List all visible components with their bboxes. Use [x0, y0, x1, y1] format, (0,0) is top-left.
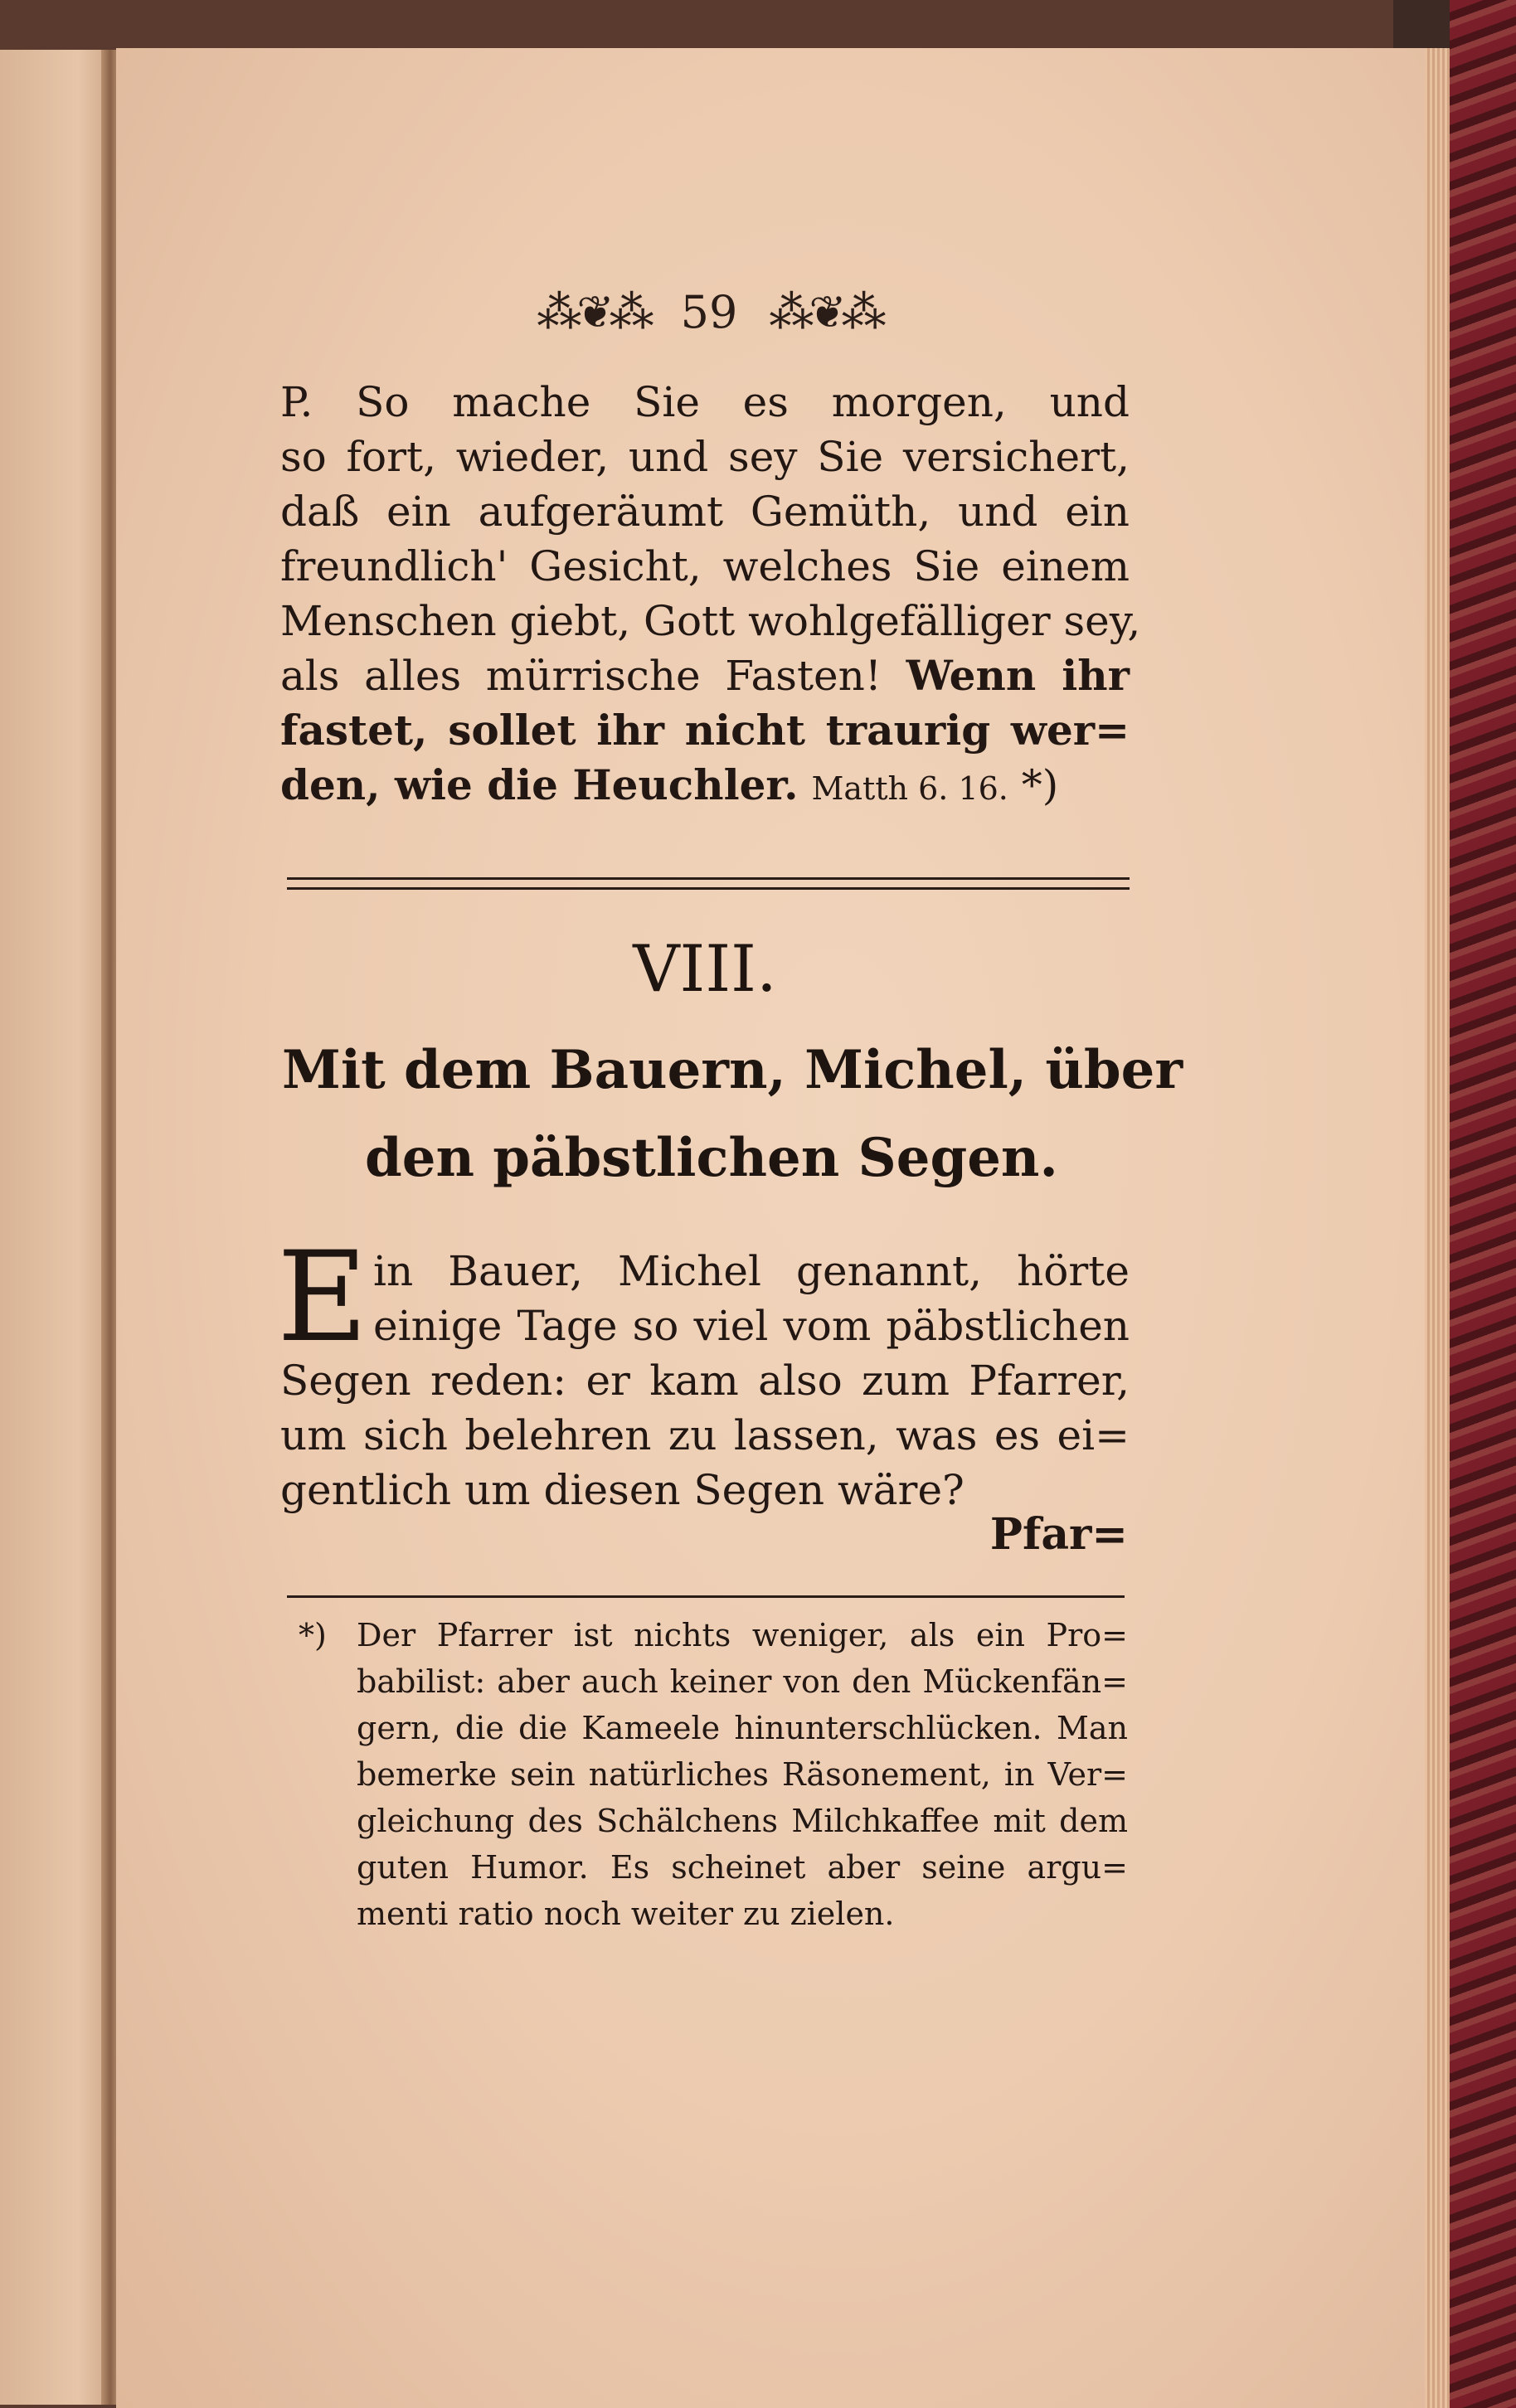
chapter-title [282, 1027, 1183, 1202]
catchword: Pfar= [989, 1509, 1128, 1560]
section-divider-bottom [287, 887, 1130, 890]
text-line [280, 758, 1130, 816]
left-page-edge [0, 50, 112, 2405]
dialogue-paragraph [280, 375, 1141, 816]
footnote [299, 1612, 1128, 1937]
footnote-line: gleichung des Schälchens Milchkaffee mit dem [357, 1803, 1128, 1839]
scripture-reference: Matth 6. 16. [811, 770, 1008, 807]
footnote-body [357, 1612, 1128, 1937]
text-line: gentlich um diesen Segen wäre? [280, 1466, 965, 1514]
footnote-reference: *) [1021, 761, 1059, 809]
text-line: so fort, wieder, und sey Sie versichert, [280, 433, 1130, 481]
text-line: Segen reden: er kam also zum Pfarrer, [280, 1357, 1130, 1405]
footnote-line: menti ratio noch weiter zu zielen. [357, 1896, 895, 1932]
text-line: P. So mache Sie es morgen, und [280, 378, 1130, 426]
footnote-marker: *) [299, 1617, 327, 1653]
body-paragraph-indent [373, 1299, 1130, 1353]
footnote-line: babilist: aber auch keiner von den Mückenfän= [357, 1663, 1128, 1700]
chapter-number: VIII. [633, 932, 777, 1007]
scripture-quote: Wenn ihr [906, 651, 1130, 700]
footnote-line: guten Humor. Es scheinet aber seine argu= [357, 1849, 1128, 1886]
body-paragraph [280, 1353, 1130, 1517]
scripture-quote: fastet, sollet ihr nicht traurig wer= [280, 706, 1130, 755]
scripture-quote: den, wie die Heuchler. [280, 760, 799, 809]
footnote-rule [287, 1595, 1125, 1598]
text-line: Menschen giebt, Gott wohlgefälliger sey, [280, 597, 1141, 645]
text-fragment: als alles mürrische Fasten! [280, 652, 882, 700]
text-line [280, 648, 1130, 703]
header-ornament-left: ⁂❦⁂ [537, 285, 649, 338]
marbled-cover [1450, 0, 1516, 2408]
text-line: freundlich' Gesicht, welches Sie einem [280, 542, 1130, 590]
page-number: 59 [680, 285, 738, 338]
page-block-edge [1425, 48, 1450, 2408]
footnote-line: bemerke sein natürliches Räsonement, in Ver= [357, 1756, 1128, 1793]
running-header [522, 279, 896, 345]
header-ornament-right: ⁂❦⁂ [769, 285, 882, 338]
footnote-line: Der Pfarrer ist nichts weniger, als ein Pro= [357, 1617, 1128, 1653]
chapter-title-line: Mit dem Bauern, Michel, über [282, 1039, 1183, 1101]
text-line: um sich belehren zu lassen, was es ei= [280, 1411, 1130, 1459]
footnote-line: gern, die die Kameele hinunterschlücken. Man [357, 1710, 1128, 1746]
text-line: daß ein aufgeräumt Gemüth, und ein [280, 488, 1130, 536]
drop-cap: E [277, 1226, 368, 1370]
text-line: in Bauer, Michel genannt, hörte [373, 1247, 1130, 1295]
chapter-title-line: den päbstlichen Segen. [365, 1127, 1058, 1189]
body-paragraph-first [373, 1244, 1130, 1299]
text-line: einige Tage so viel vom päbstlichen [373, 1302, 1130, 1350]
section-divider-top [287, 877, 1130, 880]
